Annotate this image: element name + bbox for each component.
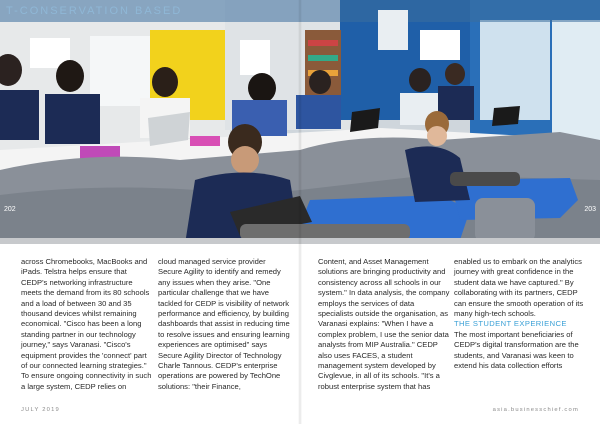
spread-title: T-CONSERVATION BASED <box>6 5 183 17</box>
page-number-left: 202 <box>4 206 16 213</box>
body-column-2 <box>158 257 290 392</box>
body-column-3 <box>318 257 450 392</box>
footer-date: JULY 2019 <box>21 407 60 413</box>
footer-website[interactable]: asia.businesschief.com <box>492 407 579 413</box>
page-gutter <box>298 0 302 424</box>
body-column-1 <box>21 257 153 392</box>
body-column-4 <box>454 257 586 371</box>
column-3-text: Content, and Asset Management solutions are bringing productivity and consistency across all schools in our system." In data analysis, the company employs the services of data specialists outside the organisation, as Varanasi explains: "When I have a complex problem, I use the senior data analysts from MIP Australia." CEDP also uses FACES, a student management system developed by Civglevue, in all of its schools. "It's a robust enterprise system that has <box>318 257 450 391</box>
column-4-text-before: enabled us to embark on the analytics journey with great confidence in the student data we have captured." By collaborating with its partners, CEDP can ensure the smooth operation of its many high-tech schools. <box>454 257 584 319</box>
page-number-right: 203 <box>584 206 596 213</box>
column-1-text: across Chromebooks, MacBooks and iPads. Telstra helps ensure that CEDP's networking infrastructure meets the demand from its 80 schools and a load of between 30 and 35 thousand devices whilst remaining economical. "Cisco has been a long standing partner in our technology journey," says Varanasi. "Cisco's equipment provides the 'connect' part of our connected learning strategies." To ensure ongoing connectivity in such a large system, CEDP relies on <box>21 257 152 391</box>
section-subheading: THE STUDENT EXPERIENCE <box>454 319 567 329</box>
column-2-text: cloud managed service provider Secure Agility to identify and remedy any issues when they arise. "One particular challenge that we have tackled for CEDP is visibility of network performance and efficiency, by building dashboards that assist in reducing time to resolve issues and ensuring learning experiences are optimised" says Secure Agility Director of Technology Charle Tannous. CEDP's enterprise operations are powered by TechOne solutions: "their Finance, <box>158 257 290 391</box>
column-4-text-after: The most important beneficiaries of CEDP's digital transformation are the students, and Varanasi was keen to extend his data collection efforts <box>454 329 579 371</box>
